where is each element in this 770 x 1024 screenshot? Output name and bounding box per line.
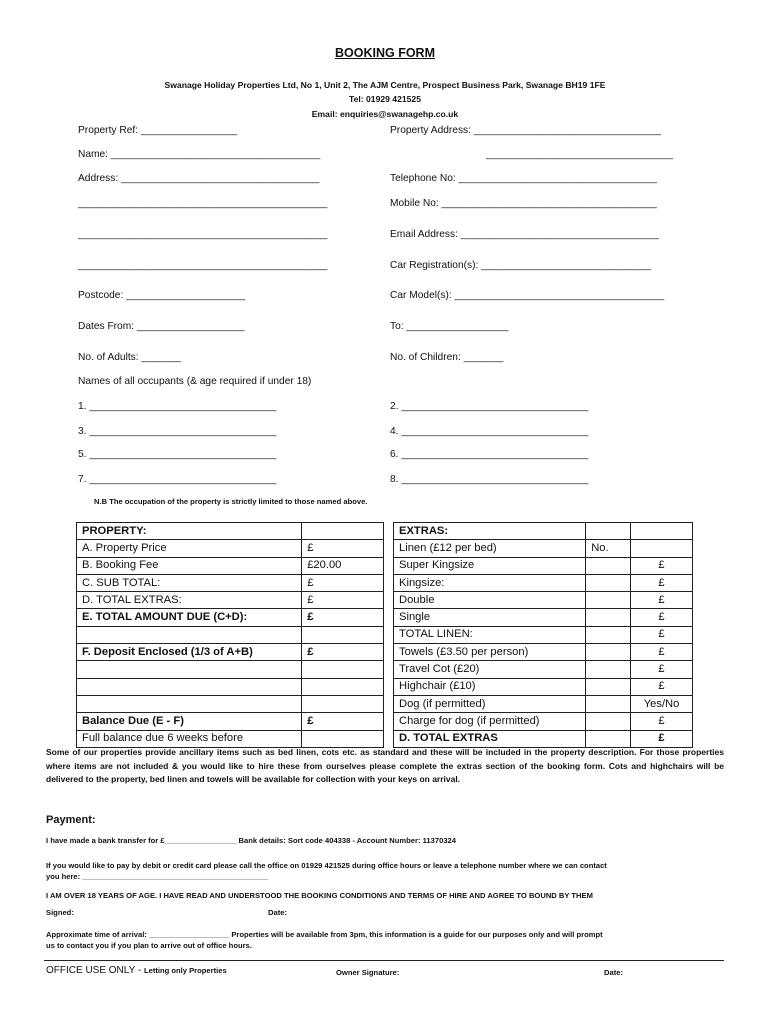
property-table-cell: F. Deposit Enclosed (1/3 of A+B) <box>77 644 302 661</box>
extras-table-row <box>394 592 693 609</box>
extras-table-row <box>394 713 693 730</box>
contact-number-field[interactable]: you here: ____________________________________________ <box>46 872 269 881</box>
property-table-row <box>77 523 384 540</box>
property-table-cell[interactable] <box>302 678 384 695</box>
property-table-row <box>77 678 384 695</box>
extras-table-row <box>394 540 693 557</box>
name-field[interactable]: Name: _____________________________________ <box>78 149 321 160</box>
car-models-field[interactable]: Car Model(s): _____________________________________ <box>390 290 665 301</box>
property-table-cell: E. TOTAL AMOUNT DUE (C+D): <box>77 609 302 626</box>
property-table-row <box>77 557 384 574</box>
arrival-time-line-2: us to contact you if you plan to arrive out of office hours. <box>46 941 252 950</box>
property-table-cell[interactable]: £20.00 <box>302 557 384 574</box>
extras-table-row <box>394 557 693 574</box>
property-table-cell: PROPERTY: <box>77 523 302 540</box>
property-table-cell <box>77 661 302 678</box>
extras-table-cell[interactable] <box>586 644 631 661</box>
extras-table-cell[interactable]: £ <box>631 626 693 643</box>
extras-table-cell[interactable] <box>586 523 631 540</box>
property-table-row <box>77 626 384 643</box>
occupant-4-field[interactable]: 4. _________________________________ <box>390 426 589 437</box>
property-table-cell <box>77 626 302 643</box>
property-table-cell[interactable]: £ <box>302 592 384 609</box>
extras-table-cell: Highchair (£10) <box>394 678 586 695</box>
occupant-5-field[interactable]: 5. _________________________________ <box>78 449 277 460</box>
occupant-3-field[interactable]: 3. _________________________________ <box>78 426 277 437</box>
extras-table <box>393 522 693 748</box>
extras-table-cell: Kingsize: <box>394 574 586 591</box>
signed-date-field[interactable]: Date: <box>268 908 287 917</box>
property-table-cell[interactable] <box>302 695 384 712</box>
extras-table-cell[interactable] <box>586 661 631 678</box>
extras-table-cell[interactable]: £ <box>631 574 693 591</box>
adults-field[interactable]: No. of Adults: _______ <box>78 352 182 363</box>
extras-table-cell[interactable] <box>586 557 631 574</box>
extras-table-cell: TOTAL LINEN: <box>394 626 586 643</box>
occupants-heading: Names of all occupants (& age required if under 18) <box>78 376 312 387</box>
ancillary-items-paragraph: Some of our properties provide ancillary items such as bed linen, cots etc. as standard and these will be included in the property description. For those properties where items are not included & you would like to hire these from ourselves please complete the extras section of the booking form. Cots and highchairs will be delivered to the property, bed linen and towels will be available for collection with your keys on arrival. <box>46 747 724 784</box>
extras-table-cell[interactable] <box>586 609 631 626</box>
extras-table-cell[interactable] <box>586 626 631 643</box>
extras-table-row <box>394 523 693 540</box>
property-table-cell[interactable] <box>302 730 384 747</box>
telephone-field[interactable]: Telephone No: ___________________________________ <box>390 173 657 184</box>
property-table-row <box>77 695 384 712</box>
property-table-cell: D. TOTAL EXTRAS: <box>77 592 302 609</box>
address-line-2[interactable]: ____________________________________________ <box>78 198 328 209</box>
property-address-line-2[interactable]: _________________________________ <box>486 149 673 160</box>
extras-table-cell[interactable]: £ <box>631 730 693 747</box>
extras-table-cell: Super Kingsize <box>394 557 586 574</box>
dates-to-field[interactable]: To: __________________ <box>390 321 509 332</box>
extras-table-cell[interactable] <box>586 713 631 730</box>
extras-table-row <box>394 678 693 695</box>
extras-table-row <box>394 609 693 626</box>
property-table-cell: Full balance due 6 weeks before <box>77 730 302 747</box>
property-table-row <box>77 644 384 661</box>
extras-table-cell[interactable]: £ <box>631 661 693 678</box>
extras-table-cell[interactable]: £ <box>631 609 693 626</box>
extras-table-cell[interactable] <box>586 574 631 591</box>
office-date-field[interactable]: Date: <box>604 968 623 977</box>
extras-table-row <box>394 695 693 712</box>
letting-only-label: Letting only Properties <box>143 966 227 975</box>
postcode-field[interactable]: Postcode: _____________________ <box>78 290 246 301</box>
form-title: BOOKING FORM <box>335 46 435 60</box>
extras-table-cell[interactable]: Yes/No <box>631 695 693 712</box>
extras-table-cell[interactable]: £ <box>631 592 693 609</box>
property-table-row <box>77 592 384 609</box>
card-payment-line: If you would like to pay by debit or credit card please call the office on 01929 421525 during office hours or leave a telephone number where we can contact <box>46 861 607 870</box>
signed-field[interactable]: Signed: <box>46 908 74 917</box>
property-table-row <box>77 661 384 678</box>
company-email: Email: enquiries@swanagehp.co.uk <box>311 109 459 119</box>
property-table-cell[interactable]: £ <box>302 644 384 661</box>
property-table-cell[interactable] <box>302 523 384 540</box>
property-table-row <box>77 609 384 626</box>
extras-table-cell[interactable]: £ <box>631 644 693 661</box>
extras-table-cell[interactable] <box>631 540 693 557</box>
age-declaration: I AM OVER 18 YEARS OF AGE. I HAVE READ AND UNDERSTOOD THE BOOKING CONDITIONS AND TERMS OF HIRE AND AGREE TO BOUND BY THEM <box>46 891 593 900</box>
occupant-6-field[interactable]: 6. _________________________________ <box>390 449 589 460</box>
extras-table-cell: Dog (if permitted) <box>394 695 586 712</box>
extras-table-cell[interactable] <box>586 730 631 747</box>
property-table-cell: C. SUB TOTAL: <box>77 574 302 591</box>
children-field[interactable]: No. of Children: _______ <box>390 352 504 363</box>
extras-table-cell[interactable]: No. <box>586 540 631 557</box>
extras-table-cell: Single <box>394 609 586 626</box>
footer-divider <box>44 960 724 961</box>
property-table-row <box>77 540 384 557</box>
office-use-label <box>46 965 227 976</box>
extras-table-cell: Charge for dog (if permitted) <box>394 713 586 730</box>
extras-table-cell: D. TOTAL EXTRAS <box>394 730 586 747</box>
occupant-2-field[interactable]: 2. _________________________________ <box>390 401 589 412</box>
extras-table-cell[interactable] <box>586 678 631 695</box>
occupant-7-field[interactable]: 7. _________________________________ <box>78 474 277 485</box>
occupant-8-field[interactable]: 8. _________________________________ <box>390 474 589 485</box>
extras-table-cell: Travel Cot (£20) <box>394 661 586 678</box>
extras-table-cell[interactable]: £ <box>631 678 693 695</box>
extras-table-row <box>394 644 693 661</box>
occupant-1-field[interactable]: 1. _________________________________ <box>78 401 277 412</box>
property-table-row <box>77 574 384 591</box>
property-table-cell[interactable] <box>302 626 384 643</box>
extras-table-row <box>394 661 693 678</box>
property-table-cell[interactable]: £ <box>302 574 384 591</box>
arrival-time-line[interactable]: Approximate time of arrival: ___________________ Properties will be available from 3pm, this information is a guide for our purposes only and will prompt <box>46 930 603 939</box>
property-table-cell[interactable]: £ <box>302 609 384 626</box>
property-table-cell[interactable]: £ <box>302 713 384 730</box>
company-telephone: Tel: 01929 421525 <box>349 94 421 104</box>
property-table-cell[interactable] <box>302 661 384 678</box>
extras-table-cell[interactable] <box>586 592 631 609</box>
extras-table-cell: Linen (£12 per bed) <box>394 540 586 557</box>
property-table-cell[interactable]: £ <box>302 540 384 557</box>
extras-table-cell[interactable]: £ <box>631 557 693 574</box>
owner-signature-field[interactable]: Owner Signature: <box>336 968 400 977</box>
property-table-cell: A. Property Price <box>77 540 302 557</box>
extras-table-cell: EXTRAS: <box>394 523 586 540</box>
extras-table-cell[interactable] <box>586 695 631 712</box>
property-table-cell: B. Booking Fee <box>77 557 302 574</box>
property-table-cell: Balance Due (E - F) <box>77 713 302 730</box>
address-line-3[interactable]: ____________________________________________ <box>78 229 328 240</box>
property-table-cell <box>77 695 302 712</box>
address-line-4[interactable]: ____________________________________________ <box>78 260 328 271</box>
extras-table-cell: Towels (£3.50 per person) <box>394 644 586 661</box>
extras-table-cell[interactable] <box>631 523 693 540</box>
office-use-text: OFFICE USE ONLY - <box>46 965 144 976</box>
property-table-row <box>77 730 384 747</box>
address-field[interactable]: Address: ___________________________________ <box>78 173 320 184</box>
dates-from-field[interactable]: Dates From: ___________________ <box>78 321 245 332</box>
email-field[interactable]: Email Address: ___________________________________ <box>390 229 660 240</box>
extras-table-cell: Double <box>394 592 586 609</box>
extras-table-row <box>394 574 693 591</box>
car-registration-field[interactable]: Car Registration(s): ______________________________ <box>390 260 652 271</box>
property-ref-field[interactable]: Property Ref: _________________ <box>78 125 238 136</box>
mobile-field[interactable]: Mobile No: ______________________________________ <box>390 198 657 209</box>
occupancy-note: N.B The occupation of the property is strictly limited to those named above. <box>94 497 368 506</box>
bank-transfer-line[interactable]: I have made a bank transfer for £_________________ Bank details: Sort code 404338 - Account Number: 11370324 <box>46 836 456 845</box>
property-address-field[interactable]: Property Address: _________________________________ <box>390 125 661 136</box>
extras-table-cell[interactable]: £ <box>631 713 693 730</box>
company-address: Swanage Holiday Properties Ltd, No 1, Unit 2, The AJM Centre, Prospect Business Park, Swanage BH19 1FE <box>164 80 606 90</box>
property-table-cell <box>77 678 302 695</box>
property-table-row <box>77 713 384 730</box>
property-table <box>76 522 384 748</box>
payment-heading: Payment: <box>46 814 96 826</box>
extras-table-row <box>394 730 693 747</box>
extras-table-row <box>394 626 693 643</box>
